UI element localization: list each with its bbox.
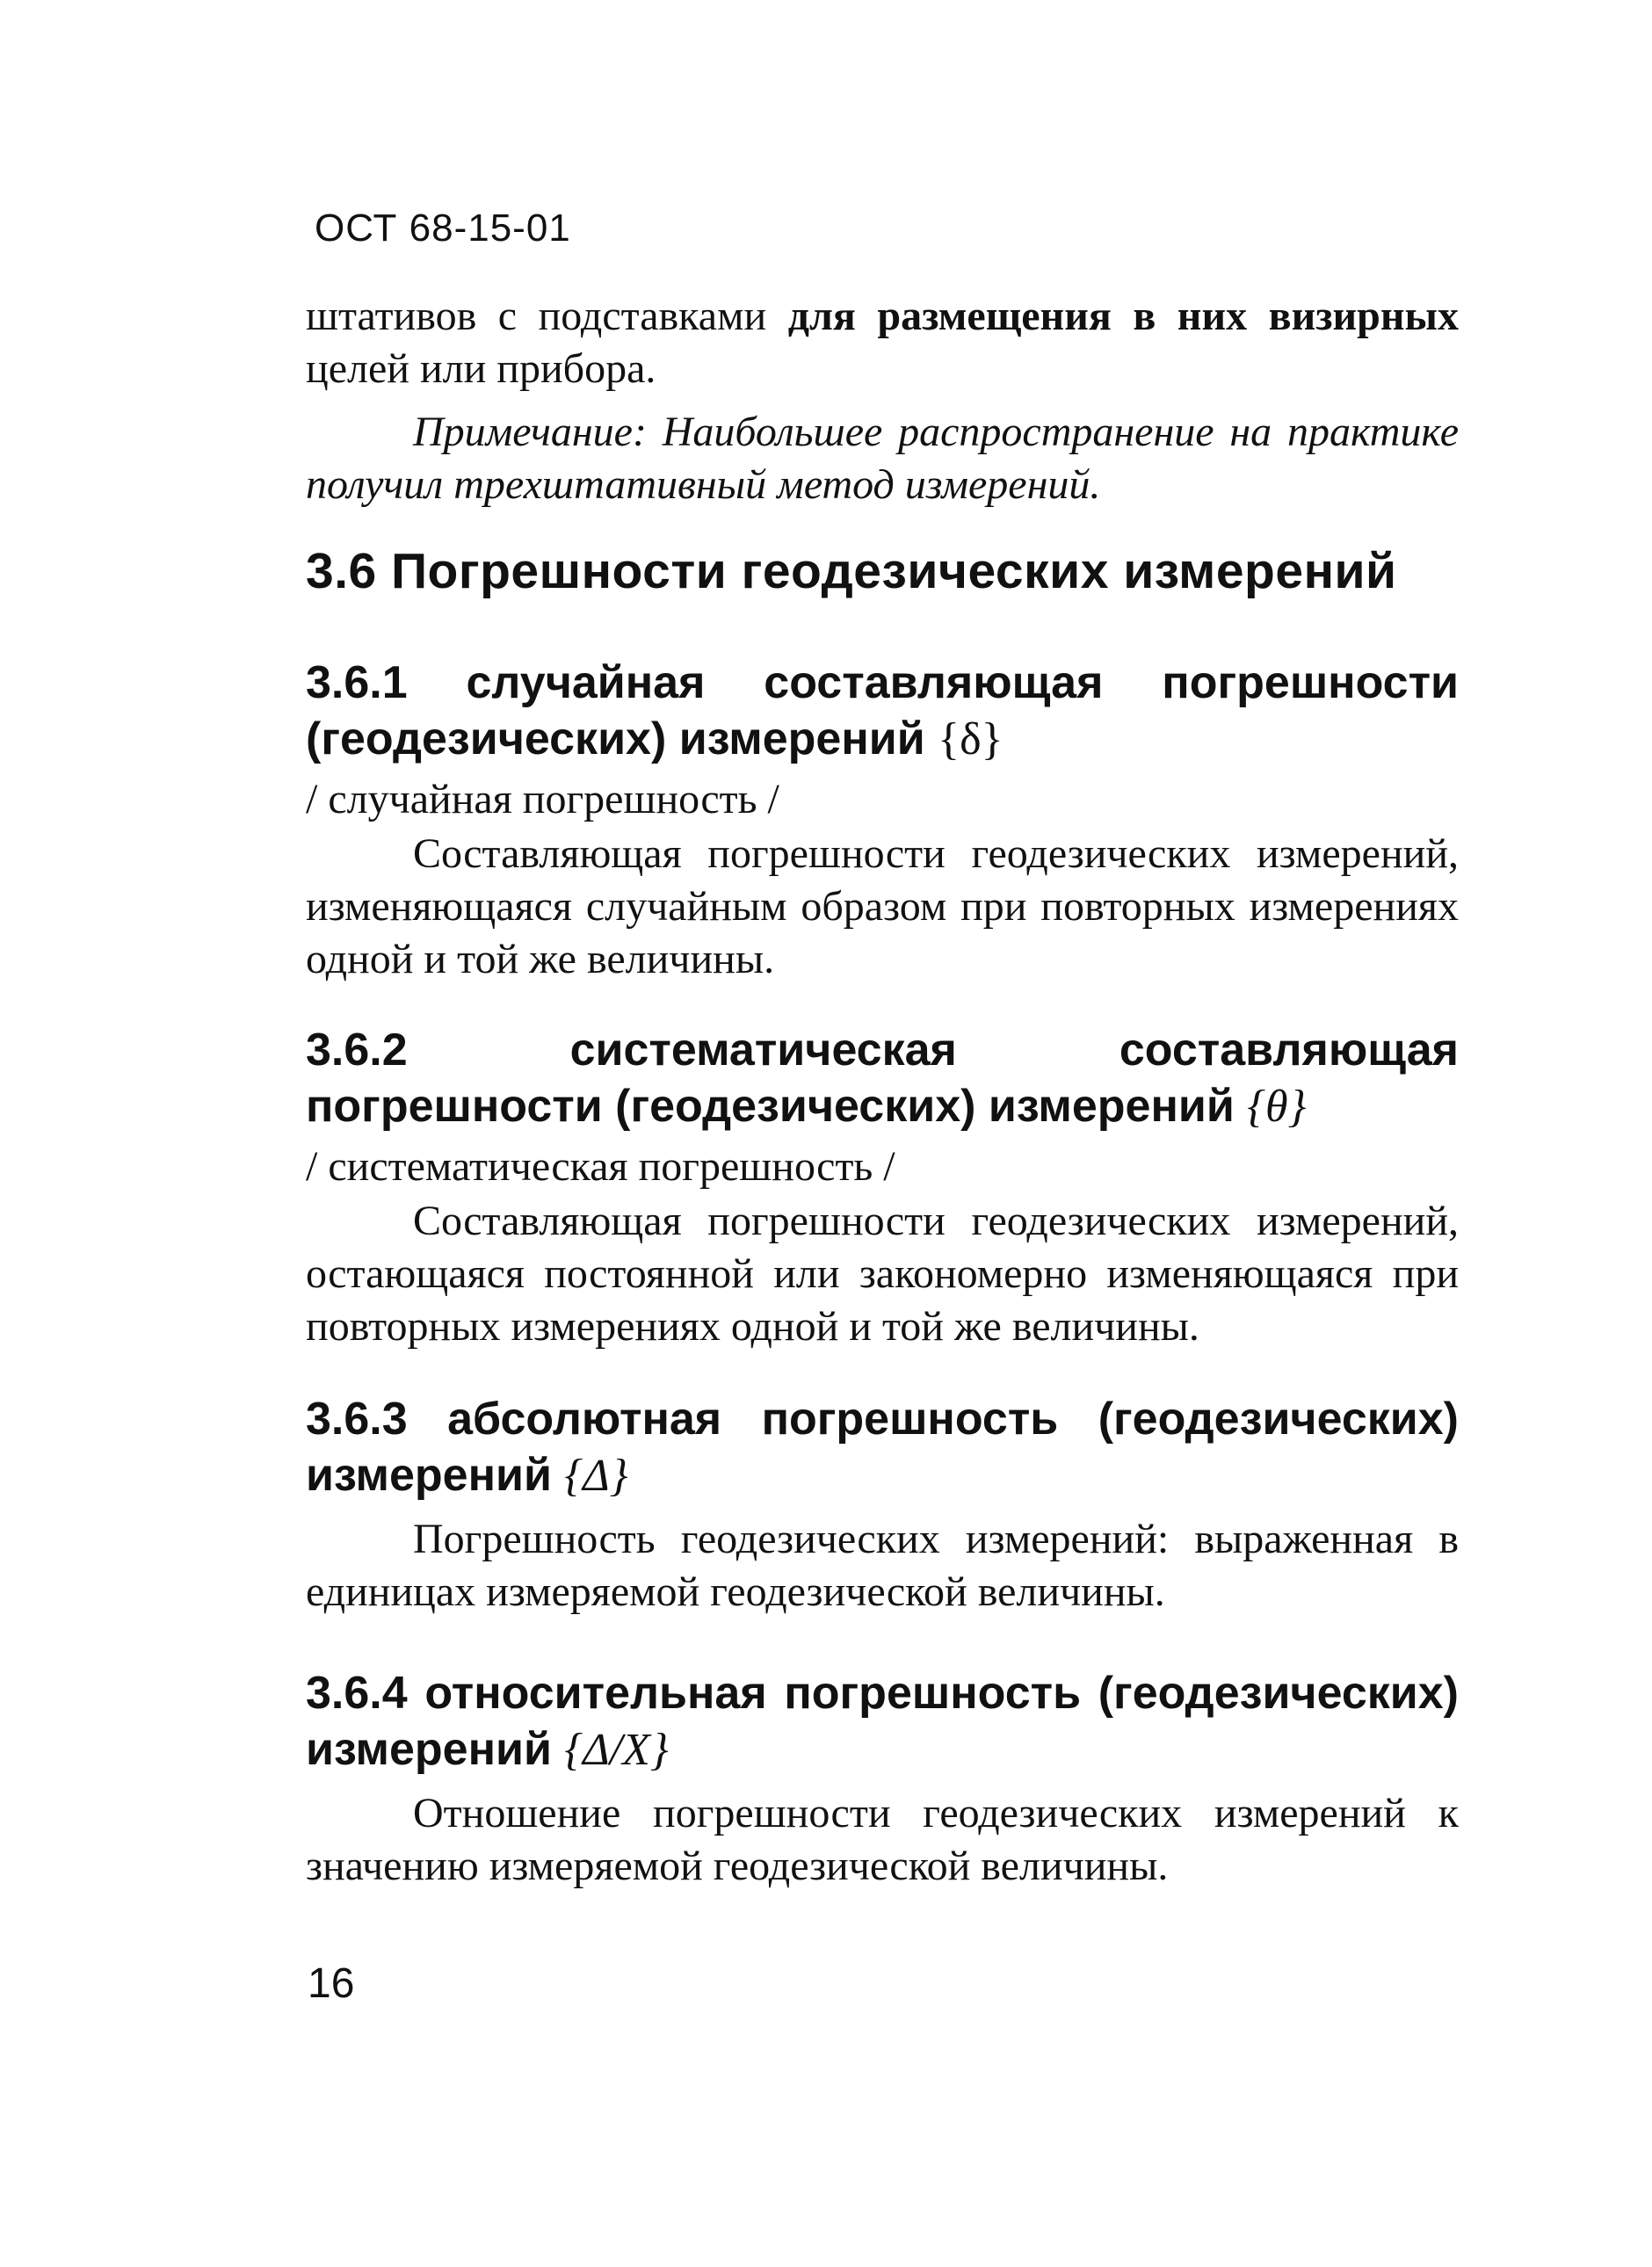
- intro-line-1: [306, 290, 1459, 343]
- term-synonym: / систематическая погрешность /: [306, 1143, 895, 1190]
- term-heading-text: 3.6.3 абсолютная погрешность (геодезических) измерений: [306, 1394, 1459, 1501]
- term-heading-text: 3.6.2 систематическая составляющая погрешности (геодезических) измерений: [306, 1025, 1459, 1132]
- term-item: [306, 655, 1459, 986]
- term-definition: Погрешность геодезических измерений: выраженная в единицах измеряемой геодезической величины.: [306, 1516, 1459, 1615]
- term-synonym: / случайная погрешность /: [306, 776, 779, 822]
- term-symbol: {θ}: [1247, 1082, 1307, 1132]
- intro-note: Примечание: Наибольшее распространение на практике получил трехштативный метод измерений.: [306, 409, 1459, 508]
- intro-text-bold: для размещения в них визирных: [787, 293, 1460, 339]
- term-symbol: {Δ/X}: [564, 1725, 669, 1775]
- term-definition: Отношение погрешности геодезических измерений к значению измеряемой геодезической величины.: [306, 1790, 1459, 1889]
- term-symbol: {Δ}: [564, 1451, 628, 1501]
- intro-text-normal: штативов с подставками: [306, 293, 788, 339]
- term-heading-text: 3.6.4 относительная погрешность (геодезических) измерений: [306, 1668, 1459, 1775]
- term-item: [306, 1665, 1459, 1893]
- term-item: [306, 1022, 1459, 1353]
- term-symbol: {δ}: [938, 714, 1004, 764]
- term-definition: Составляющая погрешности геодезических измерений, изменяющаяся случайным образом при повторных измерениях одной и той же величины.: [306, 830, 1459, 982]
- section-title: 3.6 Погрешности геодезических измерений: [306, 543, 1397, 599]
- page-number: 16: [308, 1960, 355, 2007]
- term-heading: [306, 1665, 1459, 1778]
- section-title-block: [306, 540, 1459, 602]
- term-heading: [306, 1022, 1459, 1135]
- term-item: [306, 1391, 1459, 1619]
- term-heading: [306, 1391, 1459, 1504]
- term-definition: Составляющая погрешности геодезических измерений, остающаяся постоянной или закономерно изменяющаяся при повторных измерениях одной и той же величины.: [306, 1198, 1459, 1350]
- document-code: ОСТ 68-15-01: [315, 206, 571, 250]
- term-heading-text: 3.6.1 случайная составляющая погрешности (геодезических) измерений: [306, 657, 1459, 764]
- intro-block: [306, 290, 1459, 511]
- intro-line-2: целей или прибора.: [306, 345, 656, 392]
- term-heading: [306, 655, 1459, 768]
